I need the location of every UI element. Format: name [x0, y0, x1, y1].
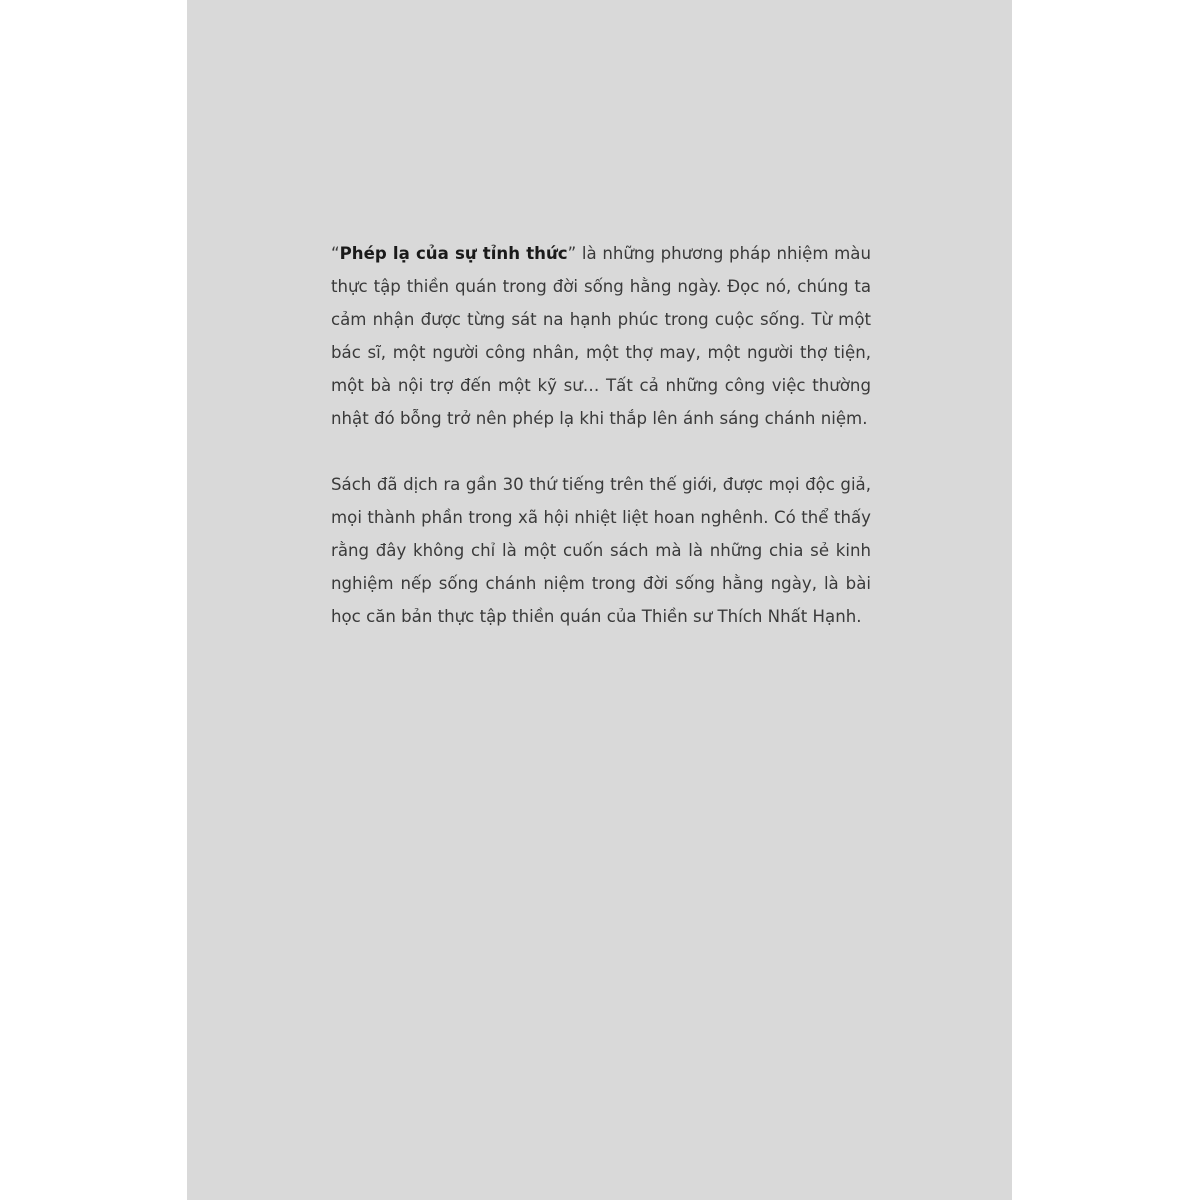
back-cover-page — [187, 0, 1012, 1200]
close-quote: ” — [567, 244, 577, 263]
book-description — [331, 237, 871, 666]
description-paragraph-1 — [331, 237, 871, 435]
paragraph-2-text: Sách đã dịch ra gần 30 thứ tiếng trên thế giới, được mọi độc giả, mọi thành phần trong xã hội nhiệt liệt hoan nghênh. Có thể thấy rằng đây không chỉ là một cuốn sách mà là những chia sẻ kinh nghiệm nếp sống chánh niệm trong đời sống hằng ngày, là bài học căn bản thực tập thiền quán của Thiền sư Thích Nhất Hạnh. — [331, 475, 871, 626]
paragraph-1-text: là những phương pháp nhiệm màu thực tập thiền quán trong đời sống hằng ngày. Đọc nó, chúng ta cảm nhận được từng sát na hạnh phúc trong cuộc sống. Từ một bác sĩ, một người công nhân, một thợ may, một người thợ tiện, một bà nội trợ đến một kỹ sư… Tất cả những công việc thường nhật đó bỗng trở nên phép lạ khi thắp lên ánh sáng chánh niệm. — [331, 244, 871, 428]
description-paragraph-2 — [331, 468, 871, 633]
book-title: Phép lạ của sự tỉnh thức — [339, 244, 568, 263]
open-quote: “ — [331, 244, 340, 263]
